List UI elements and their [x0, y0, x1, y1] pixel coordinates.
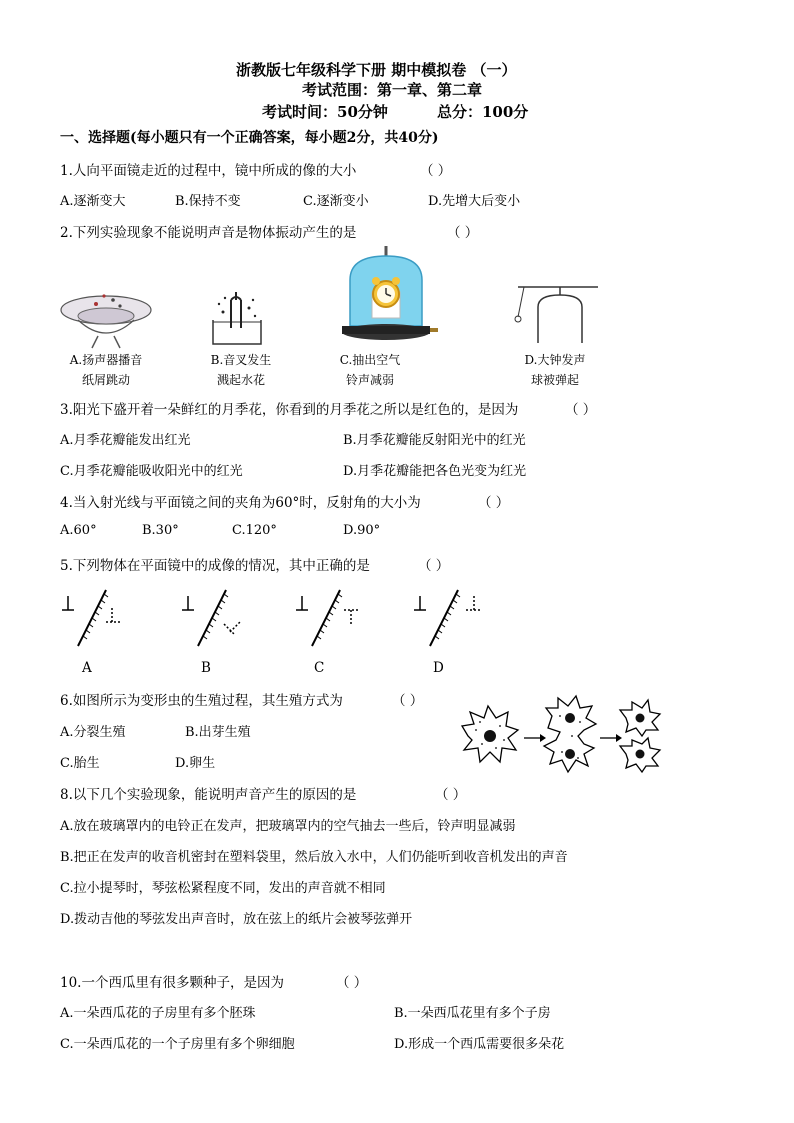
q3-option-a: A.月季花瓣能发出红光 — [60, 433, 191, 448]
q3-option-c: C.月季花瓣能吸收阳光中的红光 — [60, 464, 243, 479]
q3-stem: 3.阳光下盛开着一朵鲜红的月季花，你看到的月季花之所以是红色的，是因为 — [60, 402, 519, 418]
q6-option-b: B.出芽生殖 — [185, 725, 251, 740]
q10-answer-paren: （ ） — [336, 975, 368, 991]
q1-option-a: A.逐渐变大 — [60, 194, 126, 209]
q6-answer-paren: （ ） — [392, 693, 424, 709]
q4-option-b: B.30° — [142, 523, 179, 538]
q1-option-c: C.逐渐变小 — [303, 194, 369, 209]
q3-option-b: B.月季花瓣能反射阳光中的红光 — [343, 433, 526, 448]
mirror-diagram-b — [178, 586, 248, 650]
bell-jar-figure — [338, 246, 438, 346]
q8-stem: 8.以下几个实验现象，能说明声音产生的原因的是 — [60, 787, 357, 803]
q6-stem: 6.如图所示为变形虫的生殖过程，其生殖方式为 — [60, 693, 343, 709]
q2-caption-c-line1: C.抽出空气 — [339, 353, 401, 367]
q2-caption-a-line2: 纸屑跳动 — [81, 373, 130, 387]
mirror-diagram-c — [292, 586, 362, 650]
q4-option-d: D.90° — [343, 523, 381, 538]
q4-option-c: C.120° — [232, 523, 277, 538]
tuning-fork-figure — [205, 292, 275, 348]
q5-label-a: A — [82, 660, 92, 676]
q3-answer-paren: （ ） — [565, 402, 597, 418]
q4-answer-paren: （ ） — [478, 495, 510, 511]
mirror-diagram-d — [410, 586, 480, 650]
speaker-figure — [58, 290, 154, 350]
q8-option-a: A.放在玻璃罩内的电铃正在发声，把玻璃罩内的空气抽去一些后，铃声明显减弱 — [60, 819, 516, 834]
q2-stem: 2.下列实验现象不能说明声音是物体振动产生的是 — [60, 225, 357, 241]
q10-option-c: C.一朵西瓜花的一个子房里有多个卵细胞 — [60, 1037, 295, 1052]
q6-option-a: A.分裂生殖 — [60, 725, 126, 740]
amoeba-division-figure — [460, 696, 660, 776]
q1-option-b: B.保持不变 — [175, 194, 241, 209]
q4-option-a: A.60° — [60, 523, 97, 538]
q10-option-b: B.一朵西瓜花里有多个子房 — [394, 1006, 551, 1021]
q2-caption-d-line2: 球被弹起 — [530, 373, 579, 387]
q2-answer-paren: （ ） — [447, 225, 479, 241]
q8-option-c: C.拉小提琴时，琴弦松紧程度不同，发出的声音就不相同 — [60, 881, 386, 896]
bell-pendulum-figure — [500, 285, 600, 347]
q2-caption-b-line1: B.音叉发生 — [210, 353, 272, 367]
exam-scope: 考试范围：第一章、第二章 — [302, 81, 483, 99]
q2-caption-d-line1: D.大钟发声 — [524, 353, 586, 367]
q5-stem: 5.下列物体在平面镜中的成像的情况，其中正确的是 — [60, 558, 370, 574]
q2-caption-b-line2: 溅起水花 — [216, 373, 265, 387]
q5-label-b: B — [201, 660, 211, 676]
q6-option-c: C.胎生 — [60, 756, 100, 771]
q8-option-b: B.把正在发声的收音机密封在塑料袋里，然后放入水中，人们仍能听到收音机发出的声音 — [60, 850, 568, 865]
q10-option-a: A.一朵西瓜花的子房里有多个胚珠 — [60, 1006, 256, 1021]
q8-answer-paren: （ ） — [435, 787, 467, 803]
q3-option-d: D.月季花瓣能把各色光变为红光 — [343, 464, 527, 479]
exam-time: 考试时间：50分钟 — [262, 103, 388, 121]
q1-stem: 1.人向平面镜走近的过程中，镜中所成的像的大小 — [60, 163, 357, 179]
q4-stem: 4.当入射光线与平面镜之间的夹角为60°时，反射角的大小为 — [60, 495, 421, 511]
q5-answer-paren: （ ） — [418, 558, 450, 574]
q6-option-d: D.卵生 — [175, 756, 216, 771]
mirror-diagram-a — [58, 586, 128, 650]
q2-caption-a-line1: A.扬声器播音 — [69, 353, 143, 367]
exam-score: 总分：100分 — [437, 103, 529, 121]
q10-stem: 10.一个西瓜里有很多颗种子，是因为 — [60, 975, 284, 991]
q5-label-c: C — [314, 660, 325, 676]
q5-label-d: D — [433, 660, 444, 676]
q10-option-d: D.形成一个西瓜需要很多朵花 — [394, 1037, 565, 1052]
q8-option-d: D.拨动吉他的琴弦发出声音时，放在弦上的纸片会被琴弦弹开 — [60, 912, 413, 927]
q1-option-d: D.先增大后变小 — [428, 194, 521, 209]
exam-title: 浙教版七年级科学下册 期中模拟卷 （一） — [236, 61, 517, 79]
q1-answer-paren: （ ） — [420, 163, 452, 179]
q2-caption-c-line2: 铃声减弱 — [345, 373, 394, 387]
section-heading: 一、选择题(每小题只有一个正确答案，每小题2分，共40分) — [60, 130, 439, 146]
